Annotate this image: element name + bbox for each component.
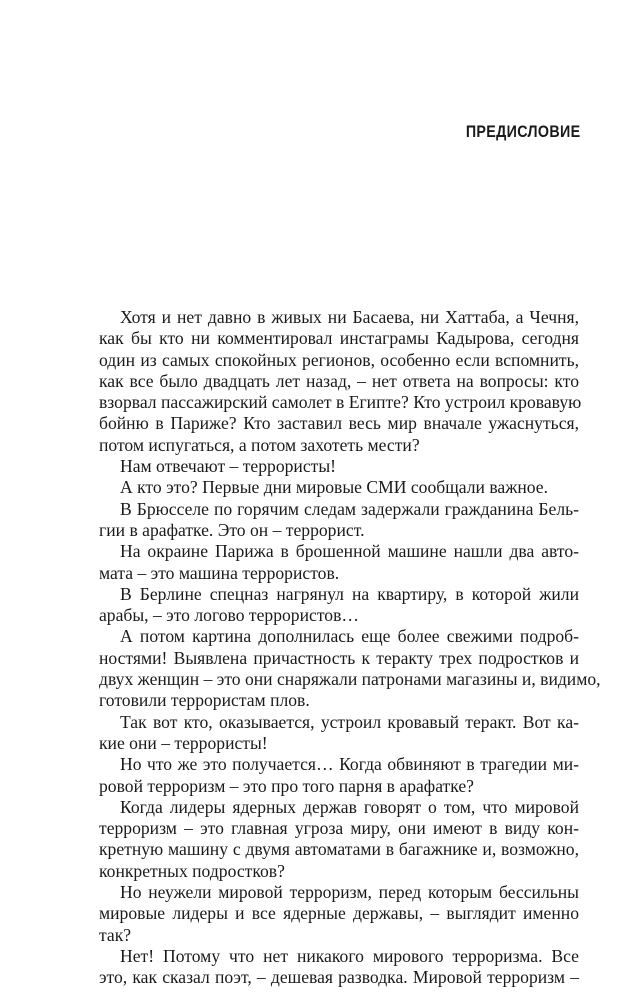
chapter-title: ПРЕДИСЛОВИЕ xyxy=(465,122,580,141)
text-line: Когда лидеры ядерных держав говорят о том, что мировой xyxy=(120,796,579,817)
text-line: так? xyxy=(99,924,132,945)
text-line: А потом картина дополнилась еще более свежими подроб- xyxy=(120,626,579,647)
text-line: бойню в Париже? Кто заставил весь мир вначале ужаснуться, xyxy=(99,413,579,434)
text-line: терроризм – это главная угроза миру, они имеют в виду кон- xyxy=(99,818,579,839)
text-line: конкретных подростков? xyxy=(99,860,285,881)
text-line: мата – это машина террористов. xyxy=(99,562,340,583)
text-line: один из самых спокойных регионов, особенно если вспомнить, xyxy=(99,349,579,370)
text-line: как все было двадцать лет назад, – нет ответа на вопросы: кто xyxy=(99,370,579,391)
text-line: Так вот кто, оказывается, устроил кровавый теракт. Вот ка- xyxy=(120,711,579,732)
text-line: Но неужели мировой терроризм, перед которым бессильны xyxy=(120,882,579,903)
text-line: Нам отвечают – террористы! xyxy=(120,456,337,477)
text-line: двух женщин – это они снаряжали патронами магазины и, видимо, xyxy=(99,669,601,690)
text-line: А кто это? Первые дни мировые СМИ сообщали важное. xyxy=(120,477,549,498)
text-line: В Берлине спецназ нагрянул на квартиру, в которой жили xyxy=(120,583,579,604)
body-text xyxy=(99,307,601,989)
text-line: Хотя и нет давно в живых ни Басаева, ни Хаттаба, а Чечня, xyxy=(120,307,579,327)
text-line: мировые лидеры и все ядерные державы, – выглядит именно xyxy=(99,903,579,924)
text-line: потом испугаться, а потом захотеть мести? xyxy=(99,434,420,455)
text-line: арабы, – это логово террористов… xyxy=(99,605,359,626)
text-line: взорвал пассажирский самолет в Египте? Кто устроил кровавую xyxy=(99,392,582,413)
text-line: кретную машину с двумя автоматами в багажнике и, возможно, xyxy=(99,839,579,860)
text-line: В Брюсселе по горячим следам задержали гражданина Бель- xyxy=(120,498,579,519)
text-line: как бы кто ни комментировал инстаграмы Кадырова, сегодня xyxy=(99,328,579,349)
text-line: На окраине Парижа в брошенной машине нашли два авто- xyxy=(120,541,579,562)
text-line: Нет! Потому что нет никакого мирового терроризма. Все xyxy=(120,945,579,966)
text-line: ровой терроризм – это про того парня в арафатке? xyxy=(99,775,474,796)
text-line: готовили террористам плов. xyxy=(99,690,310,711)
text-line: Но что же это получается… Когда обвиняют в трагедии ми- xyxy=(120,754,579,775)
text-line: гии в арафатке. Это он – террорист. xyxy=(99,519,365,540)
text-line: ностями! Выявлена причастность к теракту трех подростков и xyxy=(99,647,579,668)
text-line: кие они – террористы! xyxy=(99,732,268,753)
text-line: это, как сказал поэт, – дешевая разводка. Мировой терроризм – xyxy=(99,967,579,988)
